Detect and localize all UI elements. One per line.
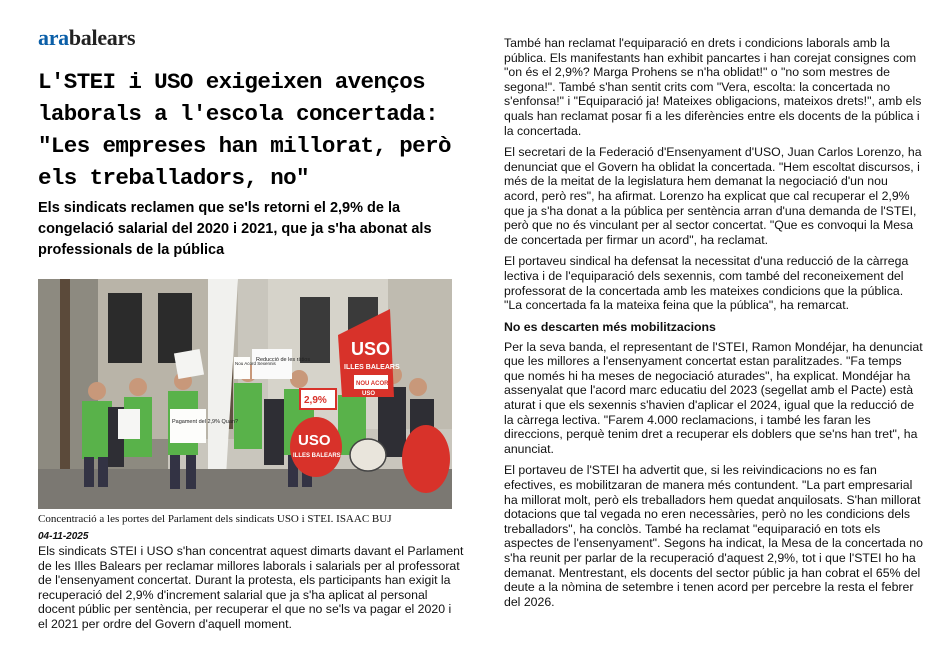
body-paragraph-2: El secretari de la Federació d'Ensenyament d'USO, Juan Carlos Lorenzo, ha denunciat que el Govern ha oblidat la concertada. "Hem escoltat discursos, i més de la meitat de la legislatura hem demanat la negociació d'un nou acord, però res", ha afirmat. Lorenzo ha explicat que cal recuperar el 2,9% que ja s'ha donat a la pública per sentència arran d'una demanda de l'STEI, però que no és vinculant per al sector concertat. "Que es convoqui la Mesa de concertada per firmar un acord", ha reclamat. <box>504 145 922 247</box>
article-right-column <box>504 36 924 616</box>
reduccio-sign: Reducció de les ràtios <box>256 357 311 363</box>
article-subheadline: Els sindicats reclamen que se'ls retorni el 2,9% de la congelació salarial del 2020 i 2021, que ja s'ha abonat als professionals de la pública <box>38 200 432 258</box>
site-logo[interactable] <box>38 24 464 52</box>
article-lede: Els sindicats STEI i USO s'han concentrat aquest dimarts davant el Parlament de les Illes Balears per reclamar millores laborals i salarials per al professorat de l'ensenyament concertat. Durant la protesta, els participants han exigit la recuperació del 2,9% d'increment salarial que ja s'ha aplicat al personal docent públic per sentència, per recuperar el que no se'ls va pagar el 2020 i el 2021 per ordre del Govern d'aquell moment. <box>38 544 464 631</box>
uso-round-sign: USO <box>298 432 331 449</box>
body-paragraph-4: Per la seva banda, el representant de l'STEI, Ramon Mondéjar, ha denunciat que les millores a l'ensenyament concertat estan paralitzades. "Fa temps que només hi ha meses de negociació aturades", ha explicat. Mondéjar ha assenyalat que l'acord marc educatiu del 2023 (segellat amb el Pacte) està aturat i que els sexennis s'havien d'aplicar el 2024, igual que la reducció de la càrrega lectiva. "Farem 4.000 reclamacions, i també les faran les direccions, perquè tenim dret a recuperar els doblers que se'ns han tret", ha anunciat. <box>504 339 923 456</box>
logo-balears: balears <box>68 25 136 50</box>
article-left-column <box>38 24 464 632</box>
uso-small-text: USO <box>362 391 376 397</box>
nou-acord-sign: NOU ACORD <box>356 381 393 387</box>
article-date: 04-11-2025 <box>38 531 89 542</box>
pagament-sign: Pagament del 2,9% Quan? <box>172 419 239 425</box>
uso-flag-text: USO <box>351 339 391 359</box>
body-paragraph-5: El portaveu de l'STEI ha advertit que, si les reivindicacions no es fan efectives, es mobilitzaran de manera més contundent. "La part empresarial ha millorat molt, però els treballadors hem quedat anquilosats. S'han millorat dotacions que tal vegada no eren necessàries, però no les condicions dels treballadors", ha conclòs. També ha reclamat "equiparació en tots els aspectes de l'ensenyament". Segons ha indicat, la Mesa de la concertada no s'ha reunit per parlar de la recuperació d'aquest 2,9%, tot i que l'STEI ho ha demanat. Mentrestant, els docents del sector públic ja han cobrat el 65% del deute a la nòmina de setembre i tenen acord per percebre la resta el febrer del 2026. <box>504 463 923 609</box>
section-subtitle: No es descarten més mobilitzacions <box>504 319 716 334</box>
nou-sexennis-sign: Nou Acord Sexennis <box>235 361 276 366</box>
photo-caption: Concentració a les portes del Parlament dels sindicats USO i STEI. ISAAC BUJ <box>38 513 392 525</box>
percent-sign: 2,9% <box>304 395 327 406</box>
body-paragraph-3: El portaveu sindical ha defensat la necessitat d'una reducció de la càrrega lectiva i de l'equiparació dels sexennis, com també del reconeixement del professorat de la concertada amb les mateixes condicions que la pública. "La concertada fa la mateixa feina que la pública", ha remarcat. <box>504 254 909 313</box>
article-headline: L'STEI i USO exigeixen avenços laborals a l'escola concertada: "Les empreses han millorat, però els treballadors, no" <box>38 69 451 191</box>
body-paragraph-1: També han reclamat l'equiparació en drets i condicions laborals amb la pública. Els manifestants han exhibit pancartes i han corejat consignes com "on és el 2,9%? Marga Prohens se n'ha oblidat!" o "no som mestres de segona!". També s'han sentit crits com "Vera, escolta: la concertada no s'enfonsa!" i "Equiparació ja! Mateixes obligacions, mateixos drets!", amb els quals han reclamat posar fi a les diferències entre els docents de la pública i la concertada. <box>504 36 922 138</box>
article-photo <box>38 279 452 509</box>
uso-flag-subtext: ILLES BALEARS <box>344 364 400 371</box>
logo-ara: ara <box>38 25 69 50</box>
protest-photo-illustration <box>38 279 452 509</box>
uso-round-subtext: ILLES BALEARS <box>293 453 341 459</box>
